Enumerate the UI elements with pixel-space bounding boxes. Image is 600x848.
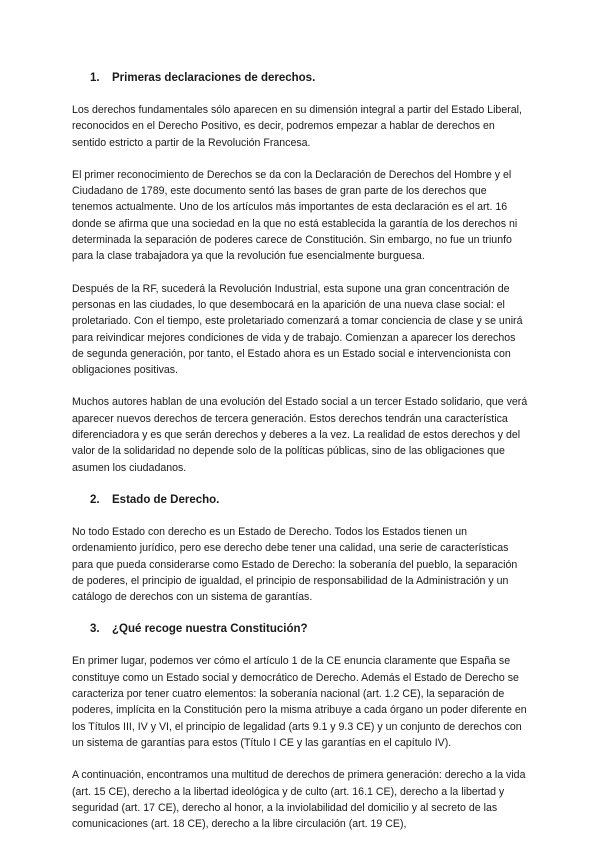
section-heading: [72, 492, 528, 508]
section-title: ¿Qué recoge nuestra Constitución?: [112, 623, 308, 636]
paragraph: Muchos autores hablan de una evolución del Estado social a un tercer Estado solidario, que verá aparecer nuevos derechos de tercera generación. Estos derechos tendrán una característica diferenciadora y es que serán derechos y deberes a la vez. La realidad de estos derechos y del valor de la solidaridad no depende solo de la políticas públicas, sino de las obligaciones que asumen los ciudadanos.: [72, 396, 528, 474]
paragraph: Después de la RF, sucederá la Revolución Industrial, esta supone una gran concentración de personas en las ciudades, lo que desembocará en la aparición de una nueva clase social: el proletariado. Con el tiempo, este proletariado comenzará a tomar conciencia de clase y se unirá para reivindicar mejores condiciones de vida y de trabajo. Comienzan a aparecer los derechos de segunda generación, por tanto, el Estado ahora es un Estado social e intervencionista con obligaciones positivas.: [72, 282, 523, 377]
paragraph: En primer lugar, podemos ver cómo el artículo 1 de la CE enuncia claramente que España se constituye como un Estado social y democrático de Derecho. Además el Estado de Derecho se caracteriza por tener cuatro elementos: la soberanía nacional (art. 1.2 CE), la separación de poderes, implícita en la Constitución pero la misma atribuye a cada órgano un poder diferente en los Títulos III, IV y VI, el principio de legalidad (arts 9.1 y 9.3 CE) y un conjunto de derechos con un sistema de garantías para estos (Título I CE y las garantías en el capítulo IV).: [72, 655, 527, 749]
paragraph: A continuación, encontramos una multitud de derechos de primera generación: derecho a la vida (art. 15 CE), derecho a la libertad ideológica y de culto (art. 16.1 CE), derecho a la libertad y seguridad (art. 17 CE), derecho al honor, a la inviolabilidad del domicilio y al secreto de las comunicaciones (art. 18 CE), derecho a la libre circulación (art. 19 CE),: [72, 769, 526, 831]
section-number: 3.: [90, 623, 100, 636]
paragraph: El primer reconocimiento de Derechos se da con la Declaración de Derechos del Hombre y el Ciudadano de 1789, este documento sentó las bases de gran parte de los derechos que tenemos actualmente. Uno de los artículos más importantes de esta declaración es el art. 16 donde se afirma que una sociedad en la que no está establecida la garantía de los derechos ni determinada la separación de poderes carece de Constitución. Sin embargo, no fue un triunfo para la clase trabajadora ya que la revolución fue esencialmente burguesa.: [72, 168, 518, 263]
section-estado-de-derecho: [72, 492, 528, 621]
section-title: Estado de Derecho.: [112, 493, 220, 506]
section-heading: [72, 70, 528, 86]
section-number: 2.: [90, 493, 100, 506]
paragraph: Los derechos fundamentales sólo aparecen en su dimensión integral a partir del Estado Liberal, reconocidos en el Derecho Positivo, es decir, podremos empezar a hablar de derechos en sentido estricto a partir de la Revolución Francesa.: [72, 104, 522, 149]
section-primeras-declaraciones: [72, 70, 528, 492]
section-heading: [72, 621, 528, 637]
paragraph: No todo Estado con derecho es un Estado de Derecho. Todos los Estados tienen un ordenamiento jurídico, pero ese derecho debe tener una calidad, una serie de características para que pueda considerarse como Estado de Derecho: la soberanía del pueblo, la separación de poderes, el principio de igualdad, el principio de responsabilidad de la Administración y un catálogo de derechos con un sistema de garantías.: [72, 525, 518, 604]
section-title: Primeras declaraciones de derechos.: [112, 72, 316, 84]
document-body: [72, 70, 528, 832]
section-number: 1.: [90, 72, 100, 84]
section-que-recoge-constitucion: [72, 621, 528, 832]
